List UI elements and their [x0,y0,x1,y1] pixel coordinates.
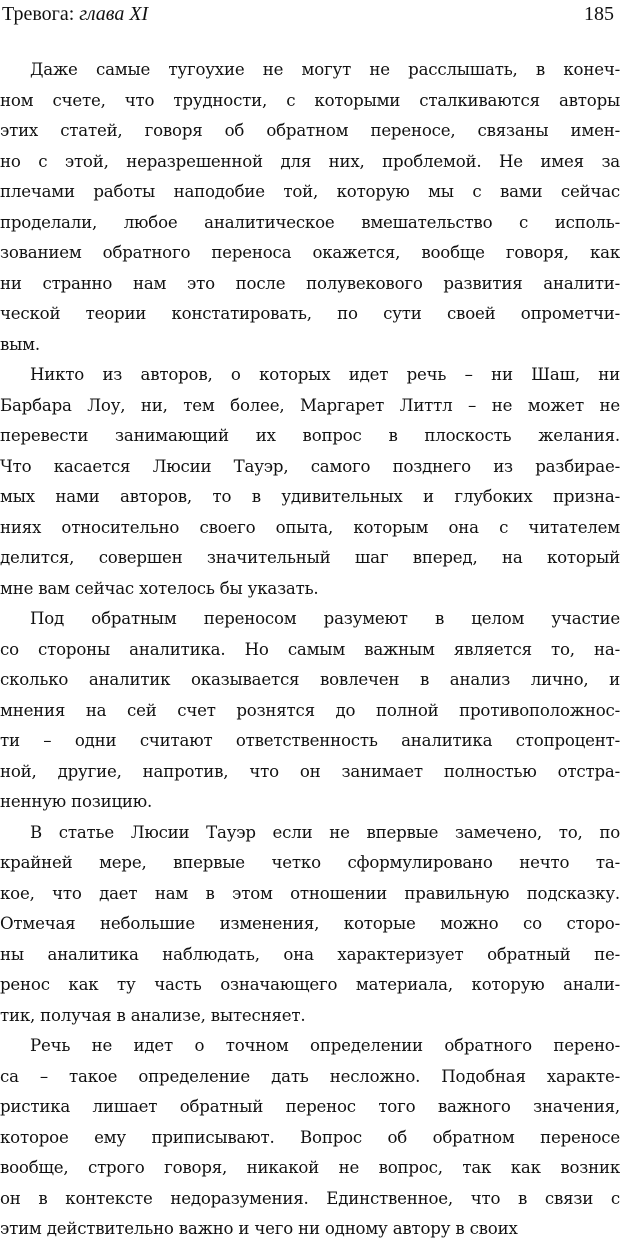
text-line: Даже самые тугоухие не могут не расслышать, в конеч- [30,60,620,79]
text-line: делится, совершен значительный шаг вперед, на который [0,548,620,567]
text-line: Отмечая небольшие изменения, которые можно со сторо- [0,914,620,933]
text-line: крайней мере, впервые четко сформулировано нечто та- [0,853,620,872]
text-line: ти – одни считают ответственность аналитика стопроцент- [0,731,620,750]
paragraph [0,55,620,360]
text-line: Под обратным переносом разумеют в целом участие [30,609,620,628]
text-line: ни странно нам это после полувекового развития аналити- [0,273,620,293]
text-line: кое, что дает нам в этом отношении правильную подсказку. [0,883,620,903]
text-line: ристика лишает обратный перенос того важного значения, [0,1097,620,1116]
text-line: мнения на сей счет рознятся до полной противоположнос- [0,700,620,720]
text-line: ной, другие, напротив, что он занимает полностью отстра- [0,761,620,781]
text-line: но с этой, неразрешенной для них, проблемой. Не имея за [0,151,620,171]
text-line: ренос как ту часть означающего материала, которую анали- [0,975,620,994]
paragraph [0,1031,620,1245]
text-line: ном счете, что трудности, с которыми сталкиваются авторы [0,90,620,110]
text-line: сколько аналитик оказывается вовлечен в анализ лично, и [0,670,620,689]
text-line: Никто из авторов, о которых идет речь – ни Шаш, ни [30,365,620,384]
text-line: ны аналитика наблюдать, она характеризует обратный пе- [0,944,620,964]
running-title [2,3,148,25]
text-line: зованием обратного переноса окажется, вообще говоря, как [0,243,620,262]
text-line: этим действительно важно и чего ни одному автору в своих [0,1219,518,1238]
running-title-italic: глава XI [79,3,149,25]
paragraph [0,818,620,1032]
text-line: вым. [0,334,40,354]
text-line: мне вам сейчас хотелось бы указать. [0,578,319,598]
paragraph [0,360,620,604]
text-line: мых нами авторов, то в удивительных и глубоких призна- [0,487,620,506]
page-number: 185 [584,3,614,25]
text-line: вообще, строго говоря, никакой не вопрос, так как возник [0,1158,620,1177]
text-line: перевести занимающий их вопрос в плоскость желания. [0,426,620,445]
text-line: Речь не идет о точном определении обратного перено- [30,1036,620,1055]
text-line: он в контексте недоразумения. Единственное, что в связи с [0,1188,620,1208]
text-line: проделали, любое аналитическое вмешательство с исполь- [0,212,620,232]
paragraph [0,604,620,818]
text-line: В статье Люсии Тауэр если не впервые замечено, то, по [30,822,620,842]
text-line: со стороны аналитика. Но самым важным является то, на- [0,639,620,659]
running-header [0,0,620,30]
text-line: са – такое определение дать несложно. Подобная характе- [0,1066,620,1086]
text-line: ческой теории констатировать, по сути своей опрометчи- [0,304,620,323]
text-line: тик, получая в анализе, вытесняет. [0,1005,306,1025]
running-title-regular: Тревога: [2,3,80,25]
page-body-text [0,55,620,1245]
text-line: ненную позицию. [0,792,153,811]
text-line: Что касается Люсии Тауэр, самого позднего из разбирае- [0,456,620,476]
text-line: ниях относительно своего опыта, которым она с читателем [0,517,620,537]
text-line: этих статей, говоря об обратном переносе, связаны имен- [0,121,620,140]
text-line: плечами работы наподобие той, которую мы с вами сейчас [0,182,620,201]
text-line: Барбара Лоу, ни, тем более, Маргарет Литтл – не может не [0,395,620,415]
text-line: которое ему приписывают. Вопрос об обратном переносе [0,1127,620,1147]
